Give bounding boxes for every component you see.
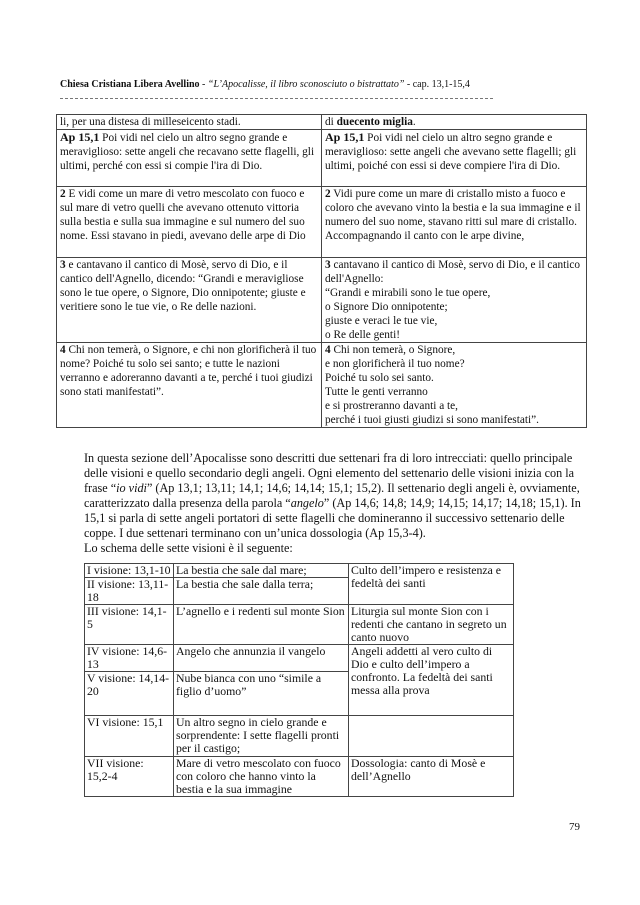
vision-desc: L’agnello e i redenti sul monte Sion — [174, 605, 349, 645]
comparison-cell: di duecento miglia. — [322, 115, 587, 130]
comparison-cell: li, per una distesa di milleseicento stadi. — [57, 115, 322, 130]
table-row — [85, 564, 514, 578]
translation-comparison-table — [56, 114, 587, 428]
vision-note: Liturgia sul monte Sion con i redenti che cantano in segreto un canto nuovo — [349, 605, 514, 645]
vision-id: I visione: 13,1-10 — [85, 564, 174, 578]
vision-desc: La bestia che sale dalla terra; — [174, 578, 349, 605]
visions-table — [84, 563, 514, 797]
page-header — [60, 79, 580, 90]
vision-note — [349, 716, 514, 757]
vision-desc: Nube bianca con uno “simile a figlio d’uomo” — [174, 672, 349, 716]
vision-id: II visione: 13,11-18 — [85, 578, 174, 605]
comparison-cell: 4 Chi non temerà, o Signore, e non glorificherà il tuo nome? Poiché tu solo sei santo. Tutte le genti verranno e si prostreranno davanti a te, perché i tuoi giusti giudizi si sono manifestati”. — [322, 343, 587, 428]
vision-desc: Mare di vetro mescolato con fuoco con coloro che hanno vinto la bestia e la sua immagine — [174, 757, 349, 797]
vision-id: VI visione: 15,1 — [85, 716, 174, 757]
header-divider — [60, 98, 493, 99]
paragraph-text: In questa sezione dell’Apocalisse sono descritti due settenari fra di loro intrecciati: quello principale delle visioni e quello secondario degli angeli. Ogni elemento del settenario delle visioni inizia con la frase “io vidi” (Ap 13,1; 13,11; 14,1; 14,6; 14,14; 15,1; 15,2). Il settenario degli angeli è, ovviamente, caratterizzato dalla presenza della parola “angelo” (Ap 14,6; 14,8; 14,9; 14,15; 14,17; 14,18; 15,1). In 15,1 si parla di sette angeli portatori di sette flagelli che domineranno il successivo settenario delle coppe. I due settenari terminano con un’unica dossologia (Ap 15,3-4). — [84, 451, 581, 540]
vision-id: III visione: 14,1-5 — [85, 605, 174, 645]
header-sep: - — [199, 79, 208, 90]
paragraph-schema-intro: Lo schema delle sette visioni è il seguente: — [84, 541, 293, 555]
comparison-cell: 2 E vidi come un mare di vetro mescolato con fuoco e sul mare di vetro quelli che avevano ottenuto vittoria sulla bestia e sulla sua immagine e sul numero del suo nome. Essi stavano in piedi, avevano delle arpe di Dio — [57, 187, 322, 258]
header-title: “L’Apocalisse, il libro sconosciuto o bistrattato” — [207, 79, 405, 90]
vision-id: VII visione: 15,2-4 — [85, 757, 174, 797]
comparison-cell: 4 Chi non temerà, o Signore, e chi non glorificherà il tuo nome? Poiché tu solo sei santo; e tutte le nazioni verranno e adoreranno davanti a te, perché i tuoi giudizi sono stati manifestati”. — [57, 343, 322, 428]
vision-note: Angeli addetti al vero culto di Dio e culto dell’impero a confronto. La fedeltà dei santi messa alla prova — [349, 645, 514, 716]
vision-desc: Angelo che annunzia il vangelo — [174, 645, 349, 672]
comparison-cell: 3 e cantavano il cantico di Mosè, servo di Dio, e il cantico dell'Agnello, dicendo: “Grandi e meravigliose sono le tue opere, o Signore, Dio onnipotente; giuste e veritiere sono le tue vie, o Re delle nazioni. — [57, 258, 322, 343]
comparison-cell: Ap 15,1 Poi vidi nel cielo un altro segno grande e meraviglioso: sette angeli che avevano sette flagelli; gli ultimi, poiché con essi si deve compiere l'ira di Dio. — [322, 130, 587, 187]
table-row — [85, 605, 514, 645]
table-row — [85, 716, 514, 757]
page-number: 79 — [569, 821, 580, 833]
body-paragraph — [84, 451, 589, 556]
comparison-cell: Ap 15,1 Poi vidi nel cielo un altro segno grande e meraviglioso: sette angeli che recavano sette flagelli, gli ultimi, perché con essi si compie l'ira di Dio. — [57, 130, 322, 187]
header-org: Chiesa Cristiana Libera Avellino — [60, 79, 200, 90]
comparison-cell: 3 cantavano il cantico di Mosè, servo di Dio, e il cantico dell'Agnello: “Grandi e mirabili sono le tue opere, o Signore Dio onnipotente; giuste e veraci le tue vie, o Re delle genti! — [322, 258, 587, 343]
table-row — [85, 757, 514, 797]
vision-desc: La bestia che sale dal mare; — [174, 564, 349, 578]
vision-note: Dossologia: canto di Mosè e dell’Agnello — [349, 757, 514, 797]
vision-note: Culto dell’impero e resistenza e fedeltà dei santi — [349, 564, 514, 605]
comparison-cell: 2 Vidi pure come un mare di cristallo misto a fuoco e coloro che avevano vinto la bestia e la sua immagine e il numero del suo nome, stavano ritti sul mare di cristallo. Accompagnando il canto con le arpe divine, — [322, 187, 587, 258]
header-chapter: - cap. 13,1-15,4 — [404, 79, 470, 90]
vision-id: V visione: 14,14-20 — [85, 672, 174, 716]
table-row — [85, 645, 514, 672]
vision-id: IV visione: 14,6-13 — [85, 645, 174, 672]
vision-desc: Un altro segno in cielo grande e sorprendente: I sette flagelli pronti per il castigo; — [174, 716, 349, 757]
